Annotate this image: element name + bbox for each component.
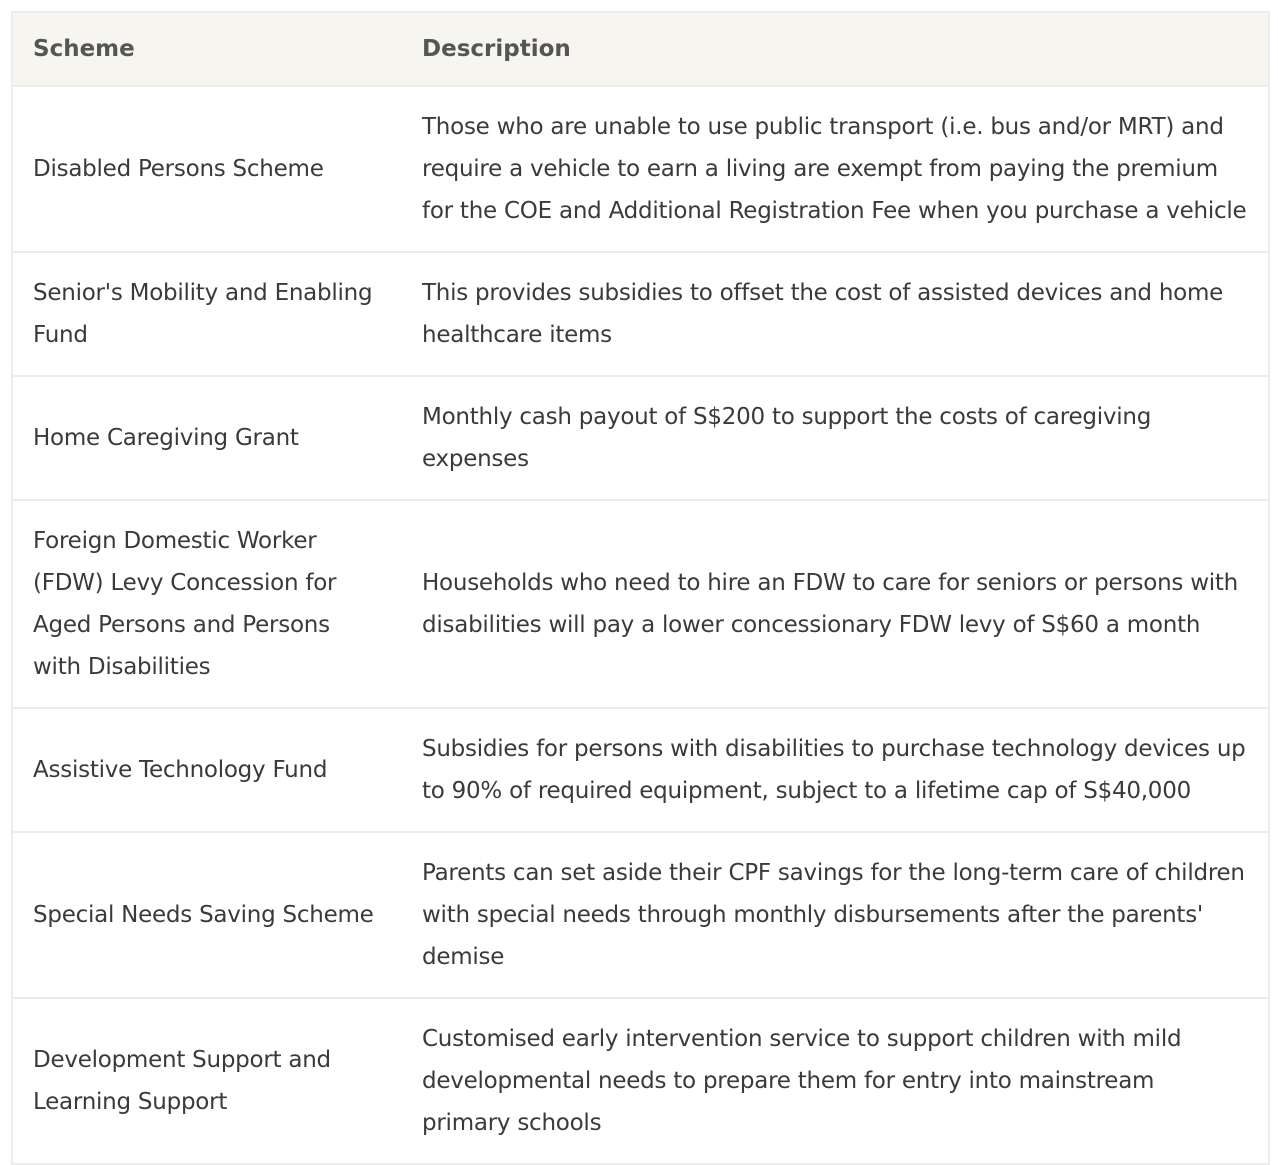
scheme-name: Disabled Persons Scheme: [12, 86, 402, 252]
scheme-description: Subsidies for persons with disabilities to purchase technology devices up to 90% of required equipment, subject to a lifetime cap of S$40,000: [402, 708, 1269, 832]
table-row: [12, 998, 1269, 1164]
scheme-description: Monthly cash payout of S$200 to support the costs of caregiving expenses: [402, 376, 1269, 500]
header-description: Description: [402, 12, 1269, 86]
table-header: [12, 12, 1269, 86]
scheme-name: Home Caregiving Grant: [12, 376, 402, 500]
header-row: [12, 12, 1269, 86]
table-row: [12, 376, 1269, 500]
scheme-description: Households who need to hire an FDW to care for seniors or persons with disabilities will pay a lower concessionary FDW levy of S$60 a month: [402, 500, 1269, 708]
header-scheme: Scheme: [12, 12, 402, 86]
scheme-description: Parents can set aside their CPF savings for the long-term care of children with special needs through monthly disbursements after the parents' demise: [402, 832, 1269, 998]
scheme-description: Those who are unable to use public transport (i.e. bus and/or MRT) and require a vehicle to earn a living are exempt from paying the premium for the COE and Additional Registration Fee when you purchase a vehicle: [402, 86, 1269, 252]
table-row: [12, 708, 1269, 832]
table-row: [12, 86, 1269, 252]
scheme-name: Development Support and Learning Support: [12, 998, 402, 1164]
schemes-table-container: [11, 11, 1268, 1165]
scheme-description: This provides subsidies to offset the cost of assisted devices and home healthcare items: [402, 252, 1269, 376]
scheme-name: Foreign Domestic Worker (FDW) Levy Concession for Aged Persons and Persons with Disabilities: [12, 500, 402, 708]
scheme-description: Customised early intervention service to support children with mild developmental needs to prepare them for entry into mainstream primary schools: [402, 998, 1269, 1164]
scheme-name: Special Needs Saving Scheme: [12, 832, 402, 998]
table-row: [12, 252, 1269, 376]
table-body: [12, 86, 1269, 1164]
scheme-name: Assistive Technology Fund: [12, 708, 402, 832]
schemes-table: [11, 11, 1270, 1165]
scheme-name: Senior's Mobility and Enabling Fund: [12, 252, 402, 376]
table-row: [12, 832, 1269, 998]
table-row: [12, 500, 1269, 708]
